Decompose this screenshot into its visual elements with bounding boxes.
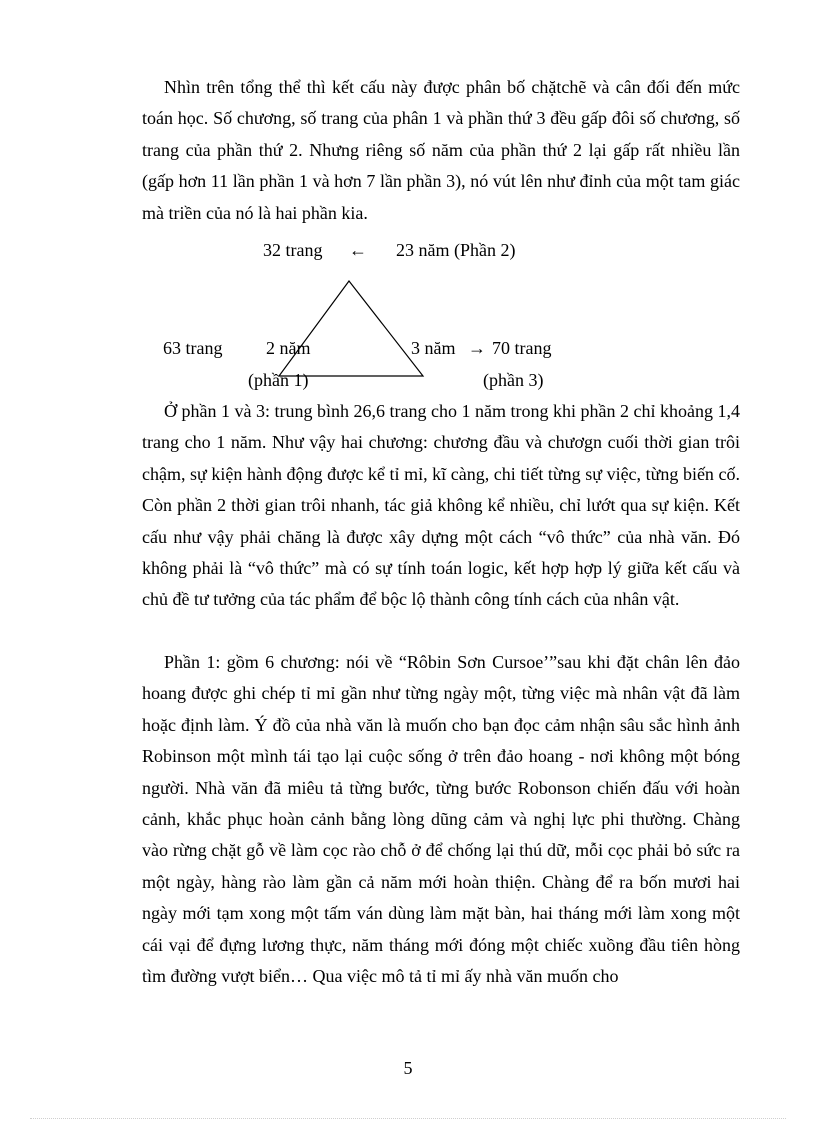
paragraph-intro-text: Nhìn trên tổng thể thì kết cấu này được phân bố chặtchẽ và cân đối đến mức toán học. Số chương, số trang của phân 1 và phần thứ 3 đều gấp đôi số chương, số trang của phần thứ 2. Nhưng riêng số năm của phần thứ 2 lại gấp rất nhiều lần (gấp hơn 11 lần phần 1 và hơn 7 lần phần 3), nó vút lên như đỉnh của một tam giác mà triền của nó là hai phần kia. [142, 77, 740, 223]
diagram-right-pages: 70 trang [492, 338, 552, 358]
diagram-top-pages: 32 trang [263, 240, 323, 260]
paragraph-analysis [142, 396, 740, 616]
right-arrow-icon: → [468, 338, 486, 358]
page-number: 5 [403, 1058, 413, 1078]
diagram-right-years: 3 năm [411, 338, 456, 358]
diagram-right-label: (phần 3) [483, 370, 544, 390]
bottom-divider [30, 1118, 786, 1119]
diagram-top-years: 23 năm (Phần 2) [396, 240, 516, 260]
diagram-left-pages: 63 trang [163, 338, 223, 358]
paragraph-analysis-text: Ở phần 1 và 3: trung bình 26,6 trang cho 1 năm trong khi phần 2 chỉ khoảng 1,4 trang cho 1 năm. Như vậy hai chương: chương đầu và chươgn cuối thời gian trôi chậm, sự kiện hành động được kể tỉ mỉ, kĩ càng, chi tiết từng sự việc, từng biến cố. Còn phần 2 thời gian trôi nhanh, tác giả không kể nhiều, chỉ lướt qua sự kiện. Kết cấu như vậy phải chăng là được xây dựng một cách “vô thức” của nhà văn. Đó không phải là “vô thức” mà có sự tính toán logic, kết hợp hợp lý giữa kết cấu và chủ đề tư tưởng của tác phẩm để bộc lộ thành công tính cách của nhân vật. [142, 401, 740, 610]
triangle-shape [279, 281, 423, 376]
diagram-left-label: (phần 1) [248, 370, 309, 390]
paragraph-part1-text: Phần 1: gồm 6 chương: nói về “Rôbin Sơn Cursoe’”sau khi đặt chân lên đảo hoang được ghi chép tỉ mỉ gần như từng ngày một, từng việc mà nhân vật đã làm hoặc định làm. Ý đồ của nhà văn là muốn cho bạn đọc cảm nhận sâu sắc hình ảnh Robinson một mình tái tạo lại cuộc sống ở trên đảo hoang - nơi không một bóng người. Nhà văn đã miêu tả từng bước, từng bước Robonson chiến đấu với hoàn cảnh, khắc phục hoàn cảnh bằng lòng dũng cảm và nghị lực phi thường. Chàng vào rừng chặt gỗ về làm cọc rào chỗ ở để chống lại thú dữ, mỗi cọc phải bỏ sức ra một ngày, hàng rào làm gần cả năm mới hoàn thiện. Chàng để ra bốn mươi hai ngày mới tạm xong một tấm ván dùng làm mặt bàn, hai tháng mới làm xong một cái vại để đựng lương thực, năm tháng mới đóng một chiếc xuồng đầu tiên hòng tìm đường vượt biển… Qua việc mô tả tỉ mỉ ấy nhà văn muốn cho [142, 652, 740, 987]
paragraph-part1 [142, 647, 740, 992]
left-arrow-icon: ← [349, 240, 367, 260]
diagram-left-years: 2 năm [266, 338, 311, 358]
